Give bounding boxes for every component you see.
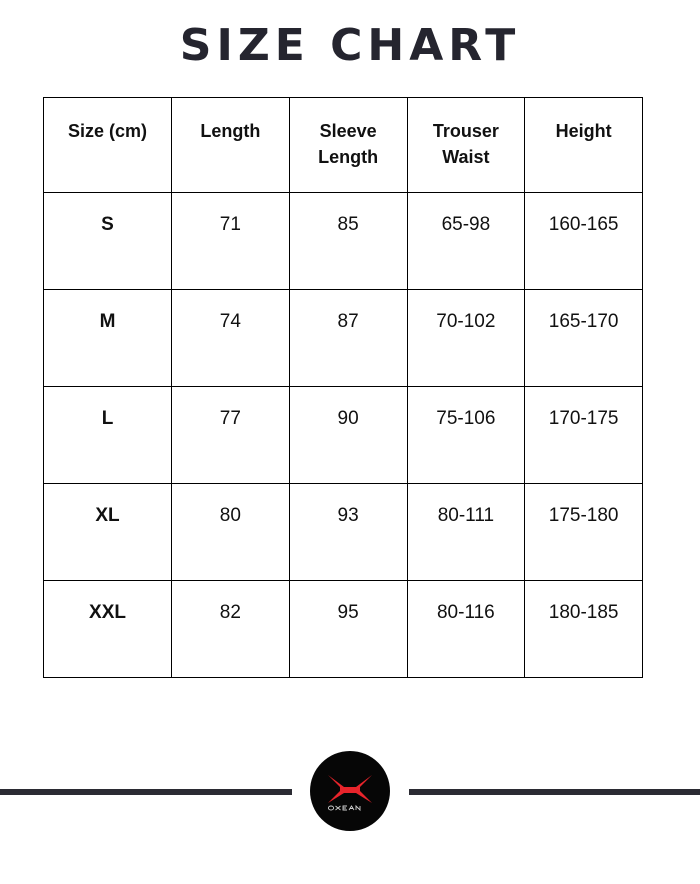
header-sleeve-label-line-2: Length [318, 147, 379, 167]
length-cell: 74 [172, 290, 290, 387]
header-sleeve-label-line-1: Sleeve [319, 121, 377, 141]
trouser-waist-cell: 75-106 [407, 387, 525, 484]
size-cell: XXL [44, 581, 172, 678]
header-row [44, 98, 643, 193]
sleeve-length-cell: 93 [289, 484, 407, 581]
trouser-waist-cell: 80-116 [407, 581, 525, 678]
size-cell: S [44, 193, 172, 290]
header-length-label: Length [200, 121, 261, 141]
table-row [44, 581, 643, 678]
table-row [44, 290, 643, 387]
size-cell: XL [44, 484, 172, 581]
logo-wordmark-graphic [328, 806, 360, 810]
sleeve-length-cell: 95 [289, 581, 407, 678]
sleeve-length-cell: 85 [289, 193, 407, 290]
header-height [525, 98, 643, 193]
logo-x-mark [328, 775, 372, 803]
height-cell: 180-185 [525, 581, 643, 678]
height-cell: 165-170 [525, 290, 643, 387]
height-cell: 175-180 [525, 484, 643, 581]
header-trouser-waist [407, 98, 525, 193]
header-trouser-label-line-2: Waist [442, 147, 490, 167]
footer-divider-left [0, 789, 292, 795]
header-size-label: Size (cm) [67, 121, 148, 141]
header-trouser-label-line-1: Trouser [432, 121, 499, 141]
trouser-waist-cell: 65-98 [407, 193, 525, 290]
trouser-waist-cell: 70-102 [407, 290, 525, 387]
table-row [44, 193, 643, 290]
header-height-label: Height [555, 121, 612, 141]
page-title: SIZE CHART [179, 20, 521, 71]
size-chart-table [43, 97, 643, 678]
table-row [44, 484, 643, 581]
length-cell: 80 [172, 484, 290, 581]
sleeve-length-cell: 90 [289, 387, 407, 484]
size-cell: M [44, 290, 172, 387]
length-cell: 82 [172, 581, 290, 678]
height-cell: 160-165 [525, 193, 643, 290]
size-cell: L [44, 387, 172, 484]
sleeve-length-cell: 87 [289, 290, 407, 387]
height-cell: 170-175 [525, 387, 643, 484]
brand-logo [310, 751, 390, 831]
oxean-x-icon [310, 751, 390, 831]
header-length [172, 98, 290, 193]
footer-divider-right [409, 789, 700, 795]
trouser-waist-cell: 80-111 [407, 484, 525, 581]
table-row [44, 387, 643, 484]
length-cell: 77 [172, 387, 290, 484]
header-sleeve-length [289, 98, 407, 193]
header-size [44, 98, 172, 193]
length-cell: 71 [172, 193, 290, 290]
